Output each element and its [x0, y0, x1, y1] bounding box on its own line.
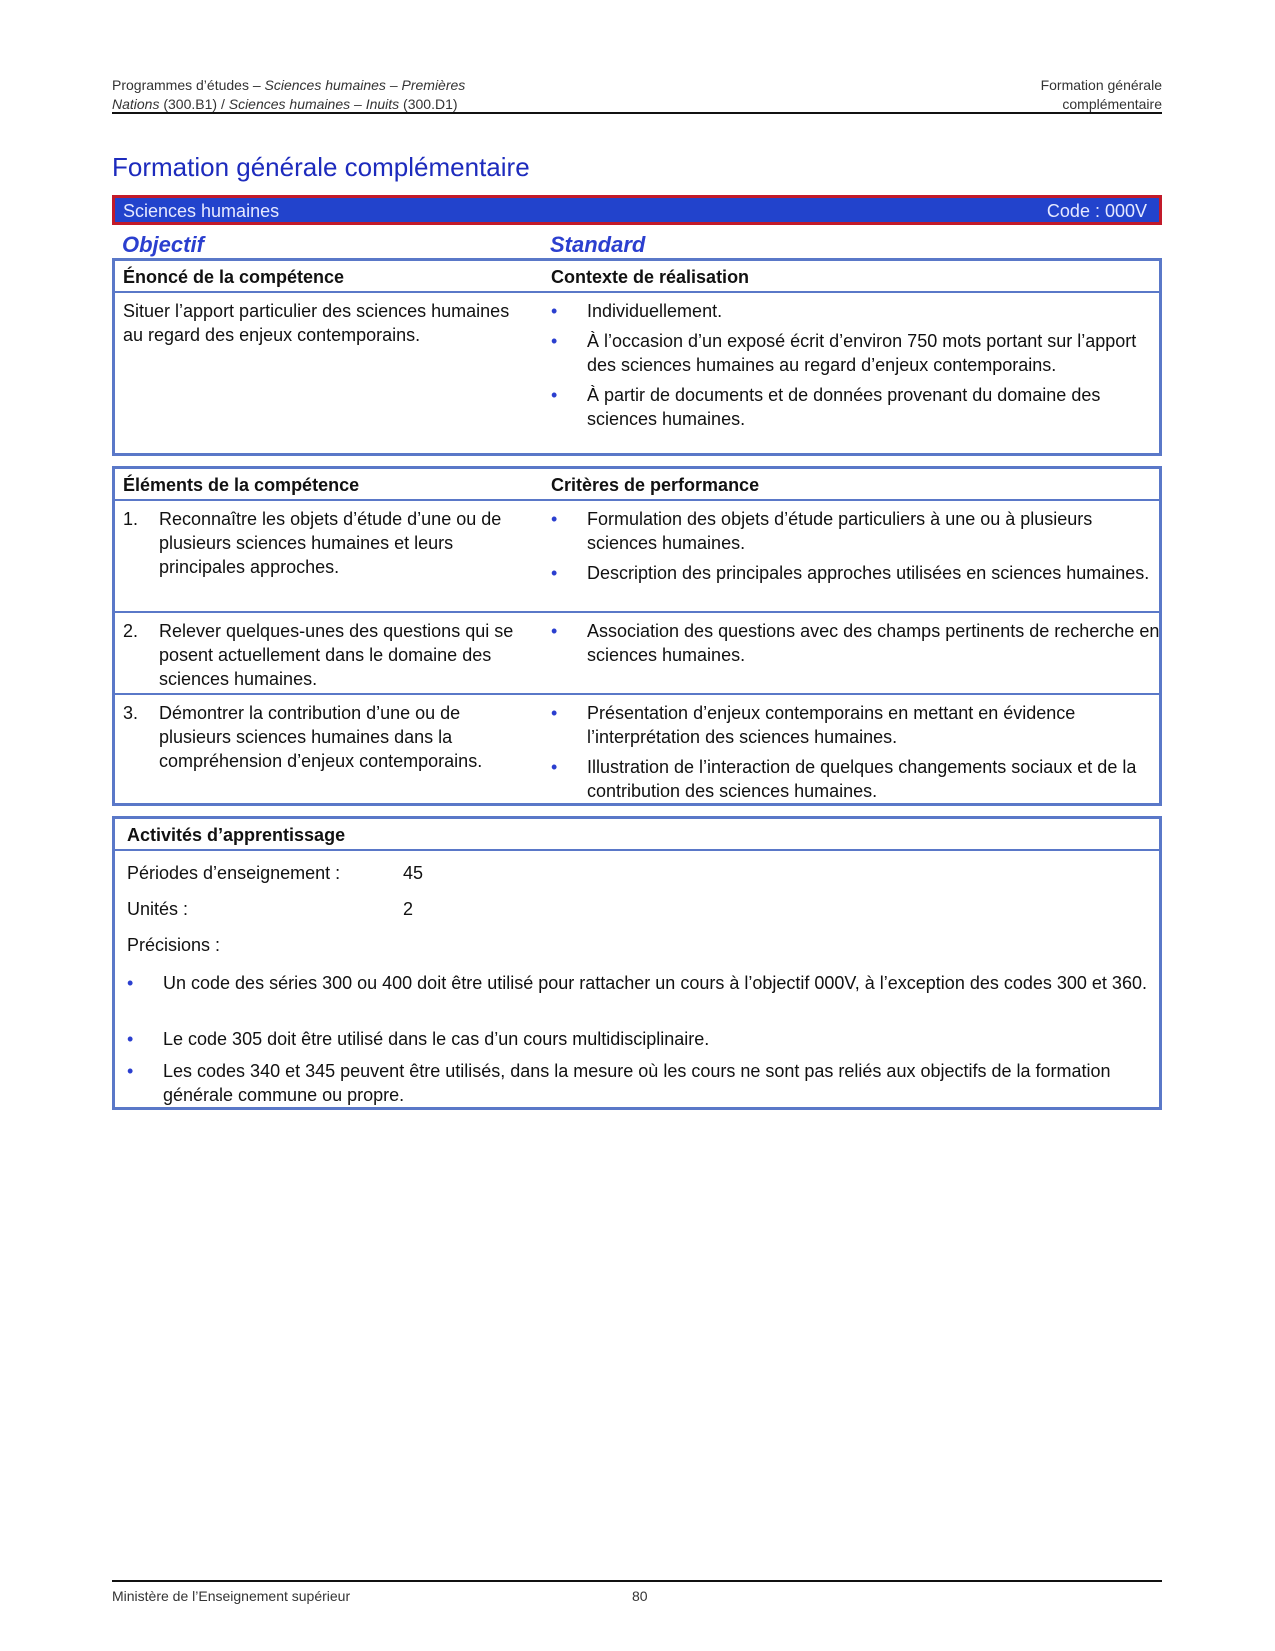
standard-label: Standard — [550, 232, 646, 257]
criteria-heading: Critères de performance — [551, 475, 760, 495]
element-item — [123, 507, 523, 579]
element-text: Reconnaître les objets d’étude d’une ou de plusieurs sciences humaines et leurs principales approches. — [159, 509, 502, 577]
precision-item: • Les codes 340 et 345 peuvent être utilisés, dans la mesure où les cours ne sont pas reliés aux objectifs de la formation générale commune ou propre. — [127, 1059, 1152, 1107]
periods-label: Périodes d’enseignement : — [127, 863, 341, 883]
context-item: • À partir de documents et de données provenant du domaine des sciences humaines. — [551, 383, 1161, 431]
element-number: 2. — [123, 621, 139, 641]
objectif-label: Objectif — [122, 232, 204, 257]
header-text: complémentaire — [1062, 96, 1162, 112]
header-text: Sciences humaines – Premières — [264, 77, 466, 93]
elements-heading: Éléments de la compétence — [123, 475, 360, 495]
criteria-list — [551, 701, 1161, 809]
subject-code: Code : 000V — [1046, 201, 1147, 221]
criteria-list — [551, 507, 1161, 591]
context-item: • À l’occasion d’un exposé écrit d’environ 750 mots portant sur l’apport des sciences humaines au regard d’enjeux contemporains. — [551, 329, 1161, 377]
header-text: (300.D1) — [399, 96, 458, 112]
element-text: Démontrer la contribution d’une ou de plusieurs sciences humaines dans la compréhension d’enjeux contemporains. — [159, 703, 483, 771]
header-right — [1041, 76, 1162, 114]
header-text: Nations — [112, 96, 160, 112]
footer-ministry: Ministère de l’Enseignement supérieur — [112, 1588, 351, 1604]
element-number: 3. — [123, 703, 139, 723]
criteria-item: • Association des questions avec des champs pertinents de recherche en sciences humaines. — [551, 619, 1161, 667]
elements-box — [112, 466, 1162, 806]
units-label: Unités : — [127, 899, 189, 919]
element-row — [115, 695, 1159, 807]
context-list — [551, 299, 1161, 437]
activities-heading: Activités d’apprentissage — [127, 825, 346, 845]
element-row — [115, 613, 1159, 695]
context-heading: Contexte de réalisation — [551, 267, 750, 287]
activities-box — [112, 816, 1162, 1110]
precision-item: • Le code 305 doit être utilisé dans le cas d’un cours multidisciplinaire. — [127, 1027, 1152, 1051]
elements-header — [115, 469, 1159, 501]
units-value: 2 — [403, 899, 414, 919]
competence-box — [112, 258, 1162, 456]
header-text: Formation générale — [1040, 77, 1162, 93]
criteria-item: • Formulation des objets d’étude particuliers à une ou à plusieurs sciences humaines. — [551, 507, 1161, 555]
page-title: Formation générale complémentaire — [112, 152, 530, 182]
precision-item: • Un code des séries 300 ou 400 doit être utilisé pour rattacher un cours à l’objectif 000V, à l’exception des codes 300 et 360. — [127, 971, 1152, 995]
competence-statement-heading: Énoncé de la compétence — [123, 267, 345, 287]
context-item: • Individuellement. — [551, 299, 1161, 323]
criteria-item: • Illustration de l’interaction de quelques changements sociaux et de la contribution des sciences humaines. — [551, 755, 1161, 803]
periods-value: 45 — [403, 863, 424, 883]
competence-statement: Situer l’apport particulier des sciences humaines au regard des enjeux contemporains. — [123, 301, 510, 345]
page-header — [112, 76, 1162, 114]
element-text: Relever quelques-unes des questions qui se posent actuellement dans le domaine des sciences humaines. — [159, 621, 514, 689]
precisions-label: Précisions : — [127, 935, 221, 955]
competence-row — [115, 293, 1159, 453]
competence-header — [115, 261, 1159, 293]
subject-bar — [112, 195, 1162, 225]
element-item — [123, 701, 523, 773]
page-number: 80 — [632, 1588, 648, 1604]
page-footer — [112, 1580, 1162, 1604]
criteria-item: • Description des principales approches utilisées en sciences humaines. — [551, 561, 1161, 585]
header-text: (300.B1) / — [159, 96, 229, 112]
criteria-item: • Présentation d’enjeux contemporains en mettant en évidence l’interprétation des sciences humaines. — [551, 701, 1161, 749]
element-number: 1. — [123, 509, 139, 529]
element-item — [123, 619, 523, 691]
activities-header — [115, 819, 1159, 851]
header-text: Sciences humaines – Inuits — [228, 96, 400, 112]
subject-name: Sciences humaines — [123, 201, 280, 221]
criteria-list — [551, 619, 1161, 673]
header-text: Programmes d’études – — [112, 77, 265, 93]
element-row — [115, 501, 1159, 613]
header-left — [112, 76, 465, 114]
